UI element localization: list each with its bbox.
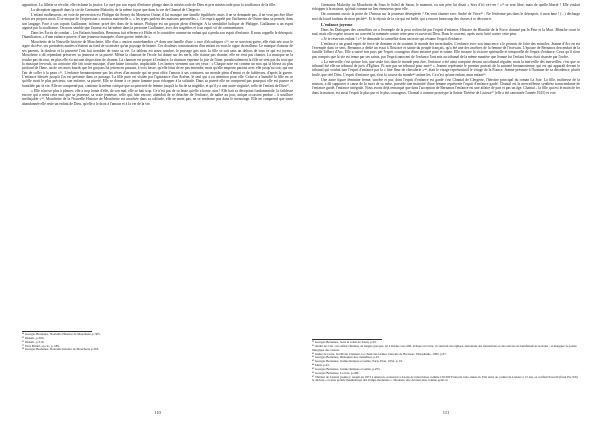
footnote: ⁴² Georges Bernanos, Dialogues des carmélites, p.23. [312, 355, 380, 360]
left-paragraph-6: « Elle n'arrive plus à pleurer, elle a trop honte d'elle, de son mal, elle se hait trop. Ce n'est pas de sa faute qu'elle a honte, non ! Elle hait sa déception fondamentale, la faiblesse encore qui a senti cette nuit que sa jeunesse, sa vraie jeunesse, celle qui, hier encore, attendait de se détacher de l'enfance, de naître au jour, unique occasion perdue – à souillure ineffaçable »³⁸. Mouchette de la Nouvelle Histoire de Mouchette est arrachée dans sa solitude, elle ne ment pas, ne se renferme pas dans le mensonge. Elle ne comprend que toute abandonnée elle reste un enfant de Dieu, qu'elle a le droit à l'amour et à la vie de la vie. [22, 88, 293, 106]
footnote: ³⁸ Georges Bernanos, Nouvelle histoire de Mouchette p.318. [22, 347, 99, 352]
right-page [312, 0, 580, 424]
footnote: ⁴⁵ Georges Bernanos, Jeanne Relapse et sainte, p.255. [312, 366, 381, 371]
right-paragraph-1: Germaine Malorthy ou Mouchette du Sous le Soleil de Satan, le moment, ou son père lui disait « Sors d'ici va-t-en ! »³⁹ se sent libre, mais de quelle liberté ? Elle voulait échapper à la maison, qu'était comme un lieu ennuyeux pour elle. [312, 3, 580, 12]
left-paragraph-2: La déception apparaît dans la vie de Germaine Malorthy de la même façon que dans la vie de Chantal de Clergerie. [31, 7, 201, 12]
footnote: ⁴⁴ Idem, p.43. [312, 363, 330, 368]
footnote: ³⁴ Georges Bernanos, Nouvelle Histoire de Mouchette, p.305. [22, 332, 101, 336]
footnote: ³⁵ Ibidem., p.306. [22, 335, 45, 340]
footnote: ³⁶ Ibidem., p.310. [22, 339, 45, 344]
left-paragraph-3: L'enfant malheureux, en voie de perversion est Philippe dit Steeny du Monsieur Ouine, il lui manque une famille équilibrée, mais il ne se demande pas, il ne veut pas être libre selon ses propres mots. Il se moque de l'expression « maison maternelle », « les types parlent des maisons paternelles ». Cet esprit appelé par l'influence de Ouine dans sa pensée, dans son langage. Face à son copain Guillaume, infirme, privé des dons de la nature, Philippe est un garçon plein d'énergie. A la sensibilité ludique de Philippe, Guillaume a un esprit aiguisé par la souffrance. On nous semble que l'auteur est lui-même dans la personne Guillaume, avec des tragédies et à un esprit vif de commentaires. [22, 12, 293, 30]
footnote: ³⁷ Yves Bridel, op.cit., p. 189. [22, 343, 60, 348]
right-paragraph-6: « La merveille c'est qu'une fois, une seule fois dans le monde peut être, l'enfance a été ainsi conquise devant un tribunal régulier, mais la merveille des merveilles, c'est que ce tribunal été elle un tribunal de juris d'Églises. Et non pas un tribunal pour moi⁴³ ». Jeanne représente le premier portrait de la sainteté bernanosienne, qui est qui apparaît devant le tribunal qui voulait tuer l'esprit d'enfance par la « fine fleur de chevalerie »⁴⁴, était le visage représentatif le visage de la France. Jeanne présente à l'homme de sa décadence, plutôt brulé, que réel Dieu. L'esprit d'enfance qui, n'est la course du monde⁴⁵ anime les. Ce n'est qu'une enfant, mon enfant⁴⁶. [312, 59, 580, 77]
footnote: ⁴⁷ Thérèse de Lisieux (sainte) : naquit en 1873 à Alençon, et mourut à 24 ans de tuberculose comme 150 000 Français cette année-là. Elle entra au carmel de Lisieux à 15 ans, se confiait Pascelli (futur Pie XII) la déclare « la plus grande thaumaturge des Temps modernes ». Modeste, elle devient plus connue après sa [312, 374, 578, 383]
right-page-number: 111 [442, 410, 450, 415]
footnote: ⁴³ Georges Bernanos, Jeanne Relapse et sainte, Paris, Plon, 1934, p. 19. [312, 359, 403, 364]
right-paragraph-7: Une autre figure féminine ferme, sincère et pur, dont l'esprit d'enfance est gardé c'est Chantal de Clergerie, l'héroïne principal du roman La Joie. La fille, maîtresse de la maison, a dû supporter à cause de la mort de sa mère, possède une maturité d'une femme représente l'esprit d'enfance gardé. Chantal est la merveilleuse synthèse transcendante de l'enfance gardé, l'enfance intégrale. Nous avons déjà remarqué que dans l'acception de Bernanos l'enfance est une affaire de pari et pas un âge. Chantal – la fille qui est le main de fer dans la maison, est aussi l'esprit le plus pur et le plus courageux. Chantal a comme prototype la Sainte Thérèse de Lisieux⁴⁷ (elle a été canonisée l'année 1925) et voir [312, 77, 580, 95]
left-body-text [22, 3, 293, 106]
left-page-number: 110 [154, 410, 161, 415]
right-paragraph-5: L'enfance a un grand esprit de force de dominer et de soutenir le monde des incertitudes. L'enfance avec son innocence a le pouvoir de faire des miracles. Jeanne d'Arc en est l'exemple dans ce sens. Bernanos a dédié un essai à l'histoire et sainte du peuple français, qu'a été une des ancêtres de la femme de l'écrivain. L'épouse de Bernanos descendait de la famille Talbert d'Arc. Elle a sauvé son pays par l'esprit courageux d'une enfance pure et sainte. Elle incarne la victoire spirituelle et temporelle de l'esprit d'enfance. Ceux qu'il n'ont pas compris que la vie est tenue par ses saints, par l'esprit innocent de l'enfance l'ont mis au tribunal de la même manière que Jeanne fut l'enfant Jésus était chassée par l'ordre. [312, 41, 580, 59]
section-heading: L'enfance joyeuse [321, 21, 353, 27]
right-footnotes [312, 341, 580, 383]
right-paragraph-2: On comment ouvrir la porte de l'Amour sur la jeunesse désespérée ? On veut chanter avec André de Vries⁴⁰ : Ne l'enferme pas dans le désespoir, ô mon âme ! (...) décharge moi du lourd fardeau de mon péché⁴¹. Et le réjouit de la vie qui est belle, qui a encore beaucoup des choses à te découvrir. [312, 12, 580, 21]
right-body-text [312, 3, 580, 96]
right-paragraph-4: « Je te réservais enfant ! »⁴² Je demande la carmélite dans un texte qui résume l'esprit d'enfance. [321, 36, 463, 41]
footnote: ⁴⁶ Georges Bernanos, La Joie, p.298. [312, 370, 359, 375]
footnote: ³⁹ Georges Bernanos, Sous le soleil de Satan, p.29. [312, 340, 377, 344]
left-paragraph-4: Dans les Écrits de combat – Les Enfants humiliés, Bernanos fait référence à Hitler et le considère comme un enfant qui a perdu son esprit d'enfance. Il nous rappelle le désespoir, l'humiliation, « d'une enfance pauvre, d'une jeunesse manquée, d'une guerre imbécile ». [22, 30, 293, 40]
footnote: ⁴⁰ André de Crie : un enfant chrétien, de langue grecque, né à Darius vers 660, évêque en Crète, il construit des églises, instaurant des monastères et des œuvres de bienfaisances sociales ; si inaugure la poésie liturgique des canons. [312, 343, 577, 352]
left-paragraph-5: Mouchette de la Nouvelle histoire de Mouchette, fille d'un « ancien contrebandier »³⁴ dans une famille d'une « race d'alcooliques »³⁵, ne se souvient guère, elle était née sous le signe du rêve, ses premières années n'étaient au fond de sa misère qu'un paysage de brume. Ces douleurs connaissaient d'un enfant en vous le signe du malheur. Le manque d'amour de ses parents, la douleur et la pauvreté l'ont fait trembler de toute sa vie. Le tableau est assez sombre, le paysage gris noir, la fille se sait sans un dehors de tous ce qui est joyeux. Mouchette a dû cependant préserver sa jeunesse et sa pureté. Même la chanson de l'école lui donne sur les nerfs, elle n'aime pas chanter, elle ne veut pas chanter. La musique ne la touche pas du tout, en plus elle n'a aucune disposition de chanter. La chanson est propre à l'enfance, la chanson exprime la joie de l'âme, paradoxalement la fille ne sent pas du tout que la musique ferveuls, au contraire elle fait toute musique, d'une haine farouche, implacable. Les larmes viennent aux ses yeux : « Chaque note est comme un mot qui la blesse au plus profond de l'âme, un de ces mots lourds que les garçons lui jettent en passant, à voix basse, qu'elle feint de ne pas entendre, mais qu'elle emporte partout avec elle jusqu'au soir, qui ont l'air de coller à la peau »³⁶. L'enfance bernanosienne pas les rêves d'un monde qui ne peut offrir l'amour à ses créatures, un monde plein d'ennui et de faiblesses, d'après la guerre. L'enfance blessée jusqu'à l'os est présente dans ce passage. La fille pure est visitée par l'ignorance d'un Arsène, le seul qui a eu attention pour elle. Celui-ci a humilié la fille en ce qu'elle avait le plus précieux, son enfance, sa pureté. Elle se donne à ce jeune homme pour échapper à la solitude. Dans sa pureté elle ne comprend pas pourquoi elle est pauvre et humiliée par la vie. Elle ne comprend pas, continue la même critique que sa pauvreté de femme jusqu'à la fin de sa tragédie, et qu'il y a une autre virginité, celle de l'enfant de Dieu³⁷. [22, 40, 293, 88]
left-page [22, 0, 293, 424]
left-footnotes [22, 333, 293, 352]
left-paragraph-1: apparition. La fillette se révolte, elle réclame la justice. Le curé par son esprit d'enfance plonge dans la miséricorde de Dieu et prie miséricorde pour la souffrance de la fille. [22, 3, 277, 7]
right-paragraph-3: Dans les Dialogues des carmélites on a l'exemple de la peur recherché par l'esprit d'enfance. Histoire de Blanche de la Force dominé par la Peur et la Mort. Blanche court le mal, mais elle espère trouver au couvent la nommée contre cette peur et survivait Dieu. Dans le couvent, après avoir lutté contre cette peur. [312, 27, 580, 36]
footnote: ⁴¹ André de Crète, In Olivier Clément, Le chant des larmes, Desclée de Brouwer, Théophanie, 1982, p.67. [312, 351, 447, 356]
